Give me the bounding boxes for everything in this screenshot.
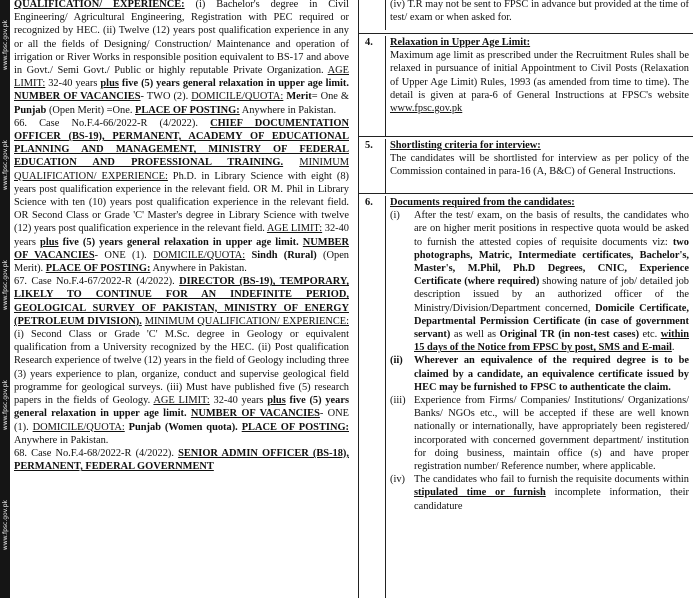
section-5-row: 5. Shortlisting criteria for interview: The candidates will be shortlisted for interview as per policy of the Commission contained in para-16 (A, B&C) of General Instructions. [359, 136, 693, 193]
case-68: 68. Case No.F.4-68/2022-R (4/2022). SENIOR ADMIN OFFICER (BS-18), PERMANENT, FEDERAL GOVERNMENT [14, 447, 349, 473]
case-66-title: CHIEF DOCUMENTATION OFFICER (BS-19), PERMANENT, ACADEMY OF EDUCATIONAL PLANNING AND MANAGEMENT, MINISTRY OF FEDERAL EDUCATION AND PROFESSIONAL TRAINING. [14, 117, 349, 169]
case-67: 67. Case No.F.4-67/2022-R (4/2022). DIRECTOR (BS-19), TEMPORARY, LIKELY TO CONTINUE FOR AN INDEFINITE PERIOD, GEOLOGICAL SURVEY OF PAKISTAN, MINISTRY OF ENERGY (PETROLEUM DIVISION). MINIMUM QUALIFICATION/ EXPERIENCE: (i) Second Class or Grade 'C' M.Sc. degree in Geology or equivalent qualification from a University recognized by the HEC. (ii) Post qualification Research experience of twelve (12) years in the field of Geology including three (3) years experience to plan, organize, conduct and supervise geological field programme for geological surveys. (iii) Must have published five (5) research papers in the fields of Geology. AGE LIMIT: 32-40 years plus five (5) years general relaxation in upper age limit. NUMBER OF VACANCIES- ONE (1). DOMICILE/QUOTA: Punjab (Women quota). PLACE OF POSTING: Anywhere in Pakistan. [14, 276, 349, 446]
qualification-heading: QUALIFICATION/ EXPERIENCE: [14, 0, 185, 10]
watermark-text: www.fpsc.gov.pk [2, 500, 9, 551]
tr-note: (iv) T.R may not be sent to FPSC in advance but provided at the time of test/ exam or when asked for. [390, 0, 689, 24]
list-item: (iii) Experience from Firms/ Companies/ Institutions/ Organizations/ Banks/ NGOs etc., will be accepted if these are well known nationally or internationally, have appropriately been registered/ incorporated with concerned government department/ institution for doing business, maintain office (s) and have proper registration number/ Reference number, where applicable. [390, 395, 689, 473]
watermark-text: www.fpsc.gov.pk [2, 140, 9, 191]
section-number: 4. [365, 37, 373, 48]
watermark-text: www.fpsc.gov.pk [2, 380, 9, 431]
list-item: (iv) The candidates who fail to furnish the requisite documents within stipulated time or furnish incomplete information, their candidature [390, 474, 689, 512]
vacancies-label: NUMBER OF VACANCIES [14, 91, 141, 103]
section-number: 6. [365, 197, 373, 208]
left-column [14, 0, 349, 598]
fpsc-website-link[interactable]: www.fpsc.gov.pk [390, 103, 463, 115]
section-number: 5. [365, 140, 373, 151]
watermark-text: www.fpsc.gov.pk [2, 20, 9, 71]
case-67-title: DIRECTOR (BS-19), TEMPORARY, LIKELY TO CONTINUE FOR AN INDEFINITE PERIOD, GEOLOGICAL SURVEY OF PAKISTAN, MINISTRY OF ENERGY (PETROLEUM DIVISION). [14, 276, 349, 327]
posting-label: PLACE OF POSTING: [135, 104, 240, 116]
case-66: 66. Case No.F.4-66/2022-R (4/2022). CHIEF DOCUMENTATION OFFICER (BS-19), PERMANENT, ACADEMY OF EDUCATIONAL PLANNING AND MANAGEMENT, MINISTRY OF FEDERAL EDUCATION AND PROFESSIONAL TRAINING. MINIMUM QUALIFICATION/ EXPERIENCE: Ph.D. in Library Science with eight (8) years post qualification experience in the relevant field. OR M. Phil in Library Science with ten (10) years post qualification experience in the relevant field. OR Second Class or Grade 'C' Master's degree in Library Science with twelve (12) years post qualification experience in the relevant field. AGE LIMIT: 32-40 years plus five (5) years general relaxation in upper age limit. NUMBER OF VACANCIES- ONE (1). DOMICILE/QUOTA: Sindh (Rural) (Open Merit). PLACE OF POSTING: Anywhere in Pakistan. [14, 117, 349, 275]
section-6-row [359, 193, 693, 598]
age-limit-label: AGE LIMIT: [14, 65, 349, 90]
tr-note-row [359, 0, 693, 32]
section-4-row: 4. Relaxation in Upper Age Limit: Maximum age limit as prescribed under the Recruitment Rules shall be relaxed in pursuance of initial Appointment to Civil Posts (Relaxation of Upper Age Limit) Rules, 1993 (as amended from time to time). The detail is given at para-6 of General Instructions at FPSC's website www.fpsc.gov.pk [359, 33, 693, 137]
section-6-heading: Documents required from the candidates: [390, 197, 575, 208]
section-4-heading: Relaxation in Upper Age Limit: [390, 37, 531, 48]
domicile-label: DOMICILE/QUOTA: [191, 91, 284, 103]
watermark-text: www.fpsc.gov.pk [2, 260, 9, 311]
case-65-continued: QUALIFICATION/ EXPERIENCE: (i) Bachelor's degree in Civil Engineering/ Agricultural Engineering, Registration with PEC required or recognized by HEC. (ii) Twelve (12) years post qualification experience in any or all the fields of Designing/ Construction/ Maintenance and operation of irrigation or River Works in responsible position equivalent to BS-17 and above in Govt./ Semi Govt./ Public or highly reputable Private Organization. AGE LIMIT: 32-40 years plus five (5) years general relaxation in upper age limit. NUMBER OF VACANCIES- TWO (2). DOMICILE/QUOTA: Merit= One & Punjab (Open Merit) =One. PLACE OF POSTING: Anywhere in Pakistan. [14, 0, 349, 116]
section-5-heading: Shortlisting criteria for interview: [390, 140, 541, 151]
watermark-strip [0, 0, 10, 598]
case-68-title: SENIOR ADMIN OFFICER (BS-18), PERMANENT, FEDERAL GOVERNMENT [14, 447, 349, 473]
right-column [358, 0, 693, 598]
list-item: (ii) Wherever an equivalence of the required degree is to be claimed by a candidate, an equivalence certificate issued by HEC may be furnished to FPSC to authenticate the claim. [390, 355, 689, 393]
list-item: (i) After the test/ exam, on the basis of results, the candidates who are on higher merit positions in respective quota would be asked to furnish the attested copies of requisite documents viz: two photographs, Matric, Intermediate certificates, Bachelor's, Master's, M.Phil, Ph.D Degrees, CNIC, Experience Certificate (where required) showing nature of job/ detailed job description issued by an authorized officer of the Ministry/Division/Department concerned, Domicile Certificate, Departmental Permission Certificate (in case of government servant) as well as Original TR (in non-test cases) etc. within 15 days of the Notice from FPSC by post, SMS and E-mail. [390, 210, 690, 354]
